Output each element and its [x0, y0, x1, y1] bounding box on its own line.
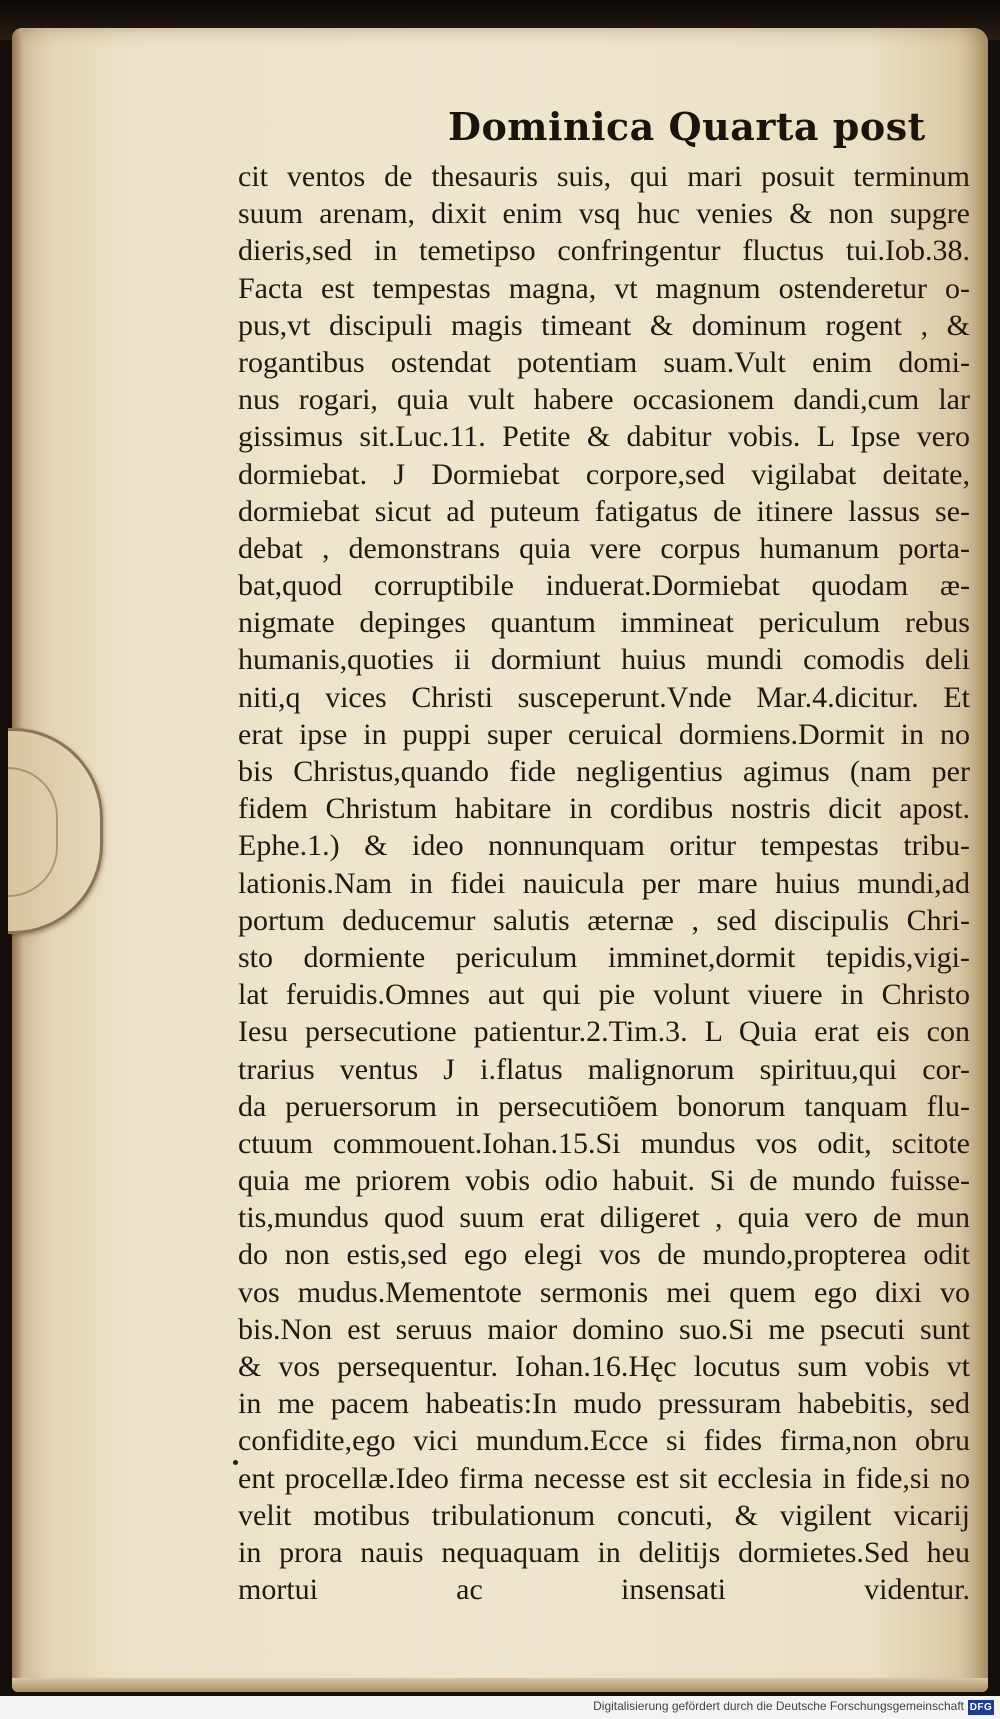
text-line: trarius ventus J i.flatus malignorum spirituu,qui cor-: [238, 1052, 970, 1086]
book-clasp-inner: [8, 767, 58, 897]
text-line: pus,vt discipuli magis timeant & dominum rogent , &: [238, 308, 970, 342]
text-line: do non estis,sed ego elegi vos de mundo,propterea odit: [238, 1238, 970, 1272]
text-line: confidite,ego vici mundum.Ecce si fides firma,non obru: [238, 1424, 970, 1458]
text-line: suum arenam, dixit enim vsq huc venies & non supgre: [238, 197, 970, 231]
text-line: gissimus sit.Luc.11. Petite & dabitur vobis. L Ipse vero: [238, 420, 970, 454]
text-line: nus rogari, quia vult habere occasionem dandi,cum lar: [238, 383, 970, 417]
text-line: bis Christus,quando fide negligentius agimus (nam per: [238, 755, 970, 788]
text-line: Ephe.1.) & ideo nonnunquam oritur tempestas tribu-: [238, 829, 970, 863]
text-line: da peruersorum in persecutiõem bonorum tanquam flu-: [238, 1089, 970, 1123]
text-line: lationis.Nam in fidei nauicula per mare huius mundi,ad: [238, 866, 970, 900]
text-line: debat , demonstrans quia vere corpus humanum porta-: [238, 531, 970, 565]
text-line: ctuum commouent.Iohan.15.Si mundus vos odit, scitote: [238, 1126, 970, 1160]
ink-mark: [233, 1460, 238, 1465]
text-line: vos mudus.Mementote sermonis mei quem ego dixi vo: [238, 1275, 970, 1309]
text-line: velit motibus tribulationum concuti, & vigilent vicarij: [238, 1498, 970, 1532]
text-line: & vos persequentur. Iohan.16.Hęc locutus sum vobis vt: [238, 1350, 970, 1383]
text-line: portum deducemur salutis æternæ , sed discipulis Chri-: [238, 903, 970, 937]
text-line: bat,quod corruptibile induerat.Dormiebat quodam æ-: [238, 569, 970, 603]
text-line: lat feruidis.Omnes aut qui pie volunt viuere in Christo: [238, 978, 970, 1012]
body-text: [238, 158, 970, 1608]
text-line: quia me priorem vobis odio habuit. Si de mundo fuisse-: [238, 1164, 970, 1198]
text-line: Iesu persecutione patientur.2.Tim.3. L Quia erat eis con: [238, 1015, 970, 1049]
running-header: Dominica Quarta post: [448, 104, 926, 149]
text-line: in me pacem habeatis:In mudo pressuram habebitis, sed: [238, 1387, 970, 1421]
text-line: mortui ac insensati videntur.: [238, 1573, 970, 1607]
text-line: dormiebat sicut ad puteum fatigatus de itinere lassus se-: [238, 494, 970, 528]
text-line: dormiebat. J Dormiebat corpore,sed vigilabat deitate,: [238, 457, 970, 491]
digitization-credit: Digitalisierung gefördert durch die Deutsche Forschungsgemeinschaft: [593, 1699, 964, 1713]
text-line: humanis,quoties ii dormiunt huius mundi comodis deli: [238, 643, 970, 677]
text-line: erat ipse in puppi super ceruical dormiens.Dormit in no: [238, 717, 970, 751]
text-line: rogantibus ostendat potentiam suam.Vult enim domi-: [238, 345, 970, 379]
text-line: sto dormiente periculum imminet,dormit tepidis,vigi-: [238, 940, 970, 974]
text-line: ent procellæ.Ideo firma necesse est sit ecclesia in fide,si no: [238, 1461, 970, 1495]
text-line: cit ventos de thesauris suis, qui mari posuit terminum: [238, 160, 970, 193]
text-line: nigmate depinges quantum immineat periculum rebus: [238, 606, 970, 640]
page-bottom-edge: [12, 1678, 988, 1692]
text-line: Facta est tempestas magna, vt magnum ostenderetur o-: [238, 271, 970, 305]
text-line: in prora nauis nequaquam in delitijs dormietes.Sed heu: [238, 1535, 970, 1569]
book-clasp-tab: [8, 728, 103, 934]
dfg-logo: DFG: [969, 1702, 993, 1713]
text-line: tis,mundus quod suum erat diligeret , quia vero de mun: [238, 1201, 970, 1235]
text-line: niti,q vices Christi susceperunt.Vnde Mar.4.dicitur. Et: [238, 680, 970, 714]
text-line: bis.Non est seruus maior domino suo.Si me psecuti sunt: [238, 1312, 970, 1346]
text-line: dieris,sed in temetipso confringentur fluctus tui.Iob.38.: [238, 234, 970, 268]
text-line: fidem Christum habitare in cordibus nostris dicit apost.: [238, 792, 970, 826]
